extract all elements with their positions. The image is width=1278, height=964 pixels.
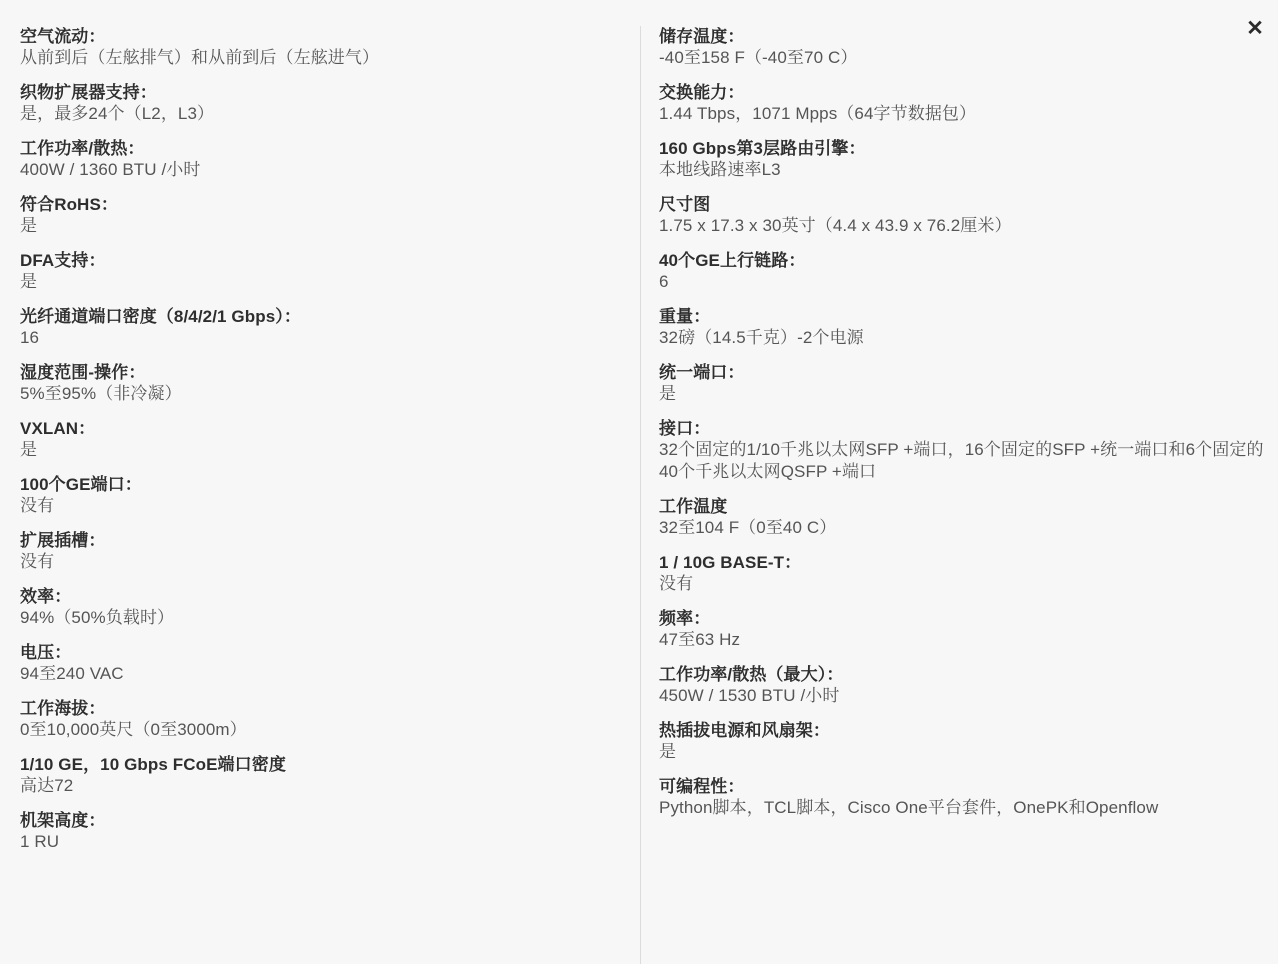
spec-item (20, 250, 610, 293)
spec-label: 工作温度 (659, 497, 728, 516)
spec-item (20, 586, 610, 629)
spec-item (20, 418, 610, 461)
spec-item (20, 194, 610, 237)
spec-value: 0至10,000英尺（0至3000m） (20, 720, 247, 739)
spec-label: 100个GE端口： (20, 475, 142, 494)
spec-label: 效率： (20, 587, 72, 606)
spec-label: 1/10 GE，10 Gbps FCoE端口密度 (20, 755, 286, 774)
spec-label: 机架高度： (20, 811, 106, 830)
spec-value: 没有 (20, 496, 55, 515)
spec-value: 高达72 (20, 776, 74, 795)
spec-item (20, 306, 610, 349)
spec-value: 32个固定的1/10千兆以太网SFP +端口，16个固定的SFP +统一端口和6个固定的40个千兆以太网QSFP +端口 (659, 440, 1264, 481)
spec-value: Python脚本，TCL脚本，Cisco One平台套件，OnePK和Openflow (659, 798, 1159, 817)
spec-label: 交换能力： (659, 83, 745, 102)
spec-value: 1.75 x 17.3 x 30英寸（4.4 x 43.9 x 76.2厘米） (659, 216, 1012, 235)
spec-item (20, 754, 610, 797)
spec-label: 电压： (20, 643, 72, 662)
spec-value: -40至158 F（-40至70 C） (659, 48, 858, 67)
spec-label: 工作功率/散热： (20, 139, 145, 158)
spec-label: 频率： (659, 609, 711, 628)
spec-value: 没有 (20, 552, 55, 571)
spec-value: 32磅（14.5千克）-2个电源 (659, 328, 864, 347)
spec-item (20, 362, 610, 405)
spec-label: DFA支持： (20, 251, 106, 270)
spec-value: 是，最多24个（L2，L3） (20, 104, 215, 123)
spec-label: 湿度范围-操作： (20, 363, 146, 382)
spec-value: 400W / 1360 BTU /小时 (20, 160, 201, 179)
spec-item (659, 250, 1266, 293)
spec-label: 储存温度： (659, 27, 745, 46)
spec-item (20, 530, 610, 573)
spec-item (659, 776, 1266, 819)
spec-label: 工作功率/散热（最大）： (659, 665, 844, 684)
spec-value: 94%（50%负载时） (20, 608, 175, 627)
spec-value: 6 (659, 272, 669, 291)
spec-value: 是 (20, 272, 38, 291)
spec-value: 5%至95%（非冷凝） (20, 384, 182, 403)
spec-value: 是 (659, 384, 677, 403)
spec-item (659, 362, 1266, 405)
spec-item (659, 26, 1266, 69)
spec-value: 47至63 Hz (659, 630, 741, 649)
spec-label: 空气流动： (20, 27, 106, 46)
spec-value: 是 (20, 216, 38, 235)
spec-label: 热插拔电源和风扇架： (659, 721, 830, 740)
spec-label: 符合RoHS： (20, 195, 118, 214)
spec-value: 本地线路速率L3 (659, 160, 781, 179)
spec-item (20, 82, 610, 125)
spec-label: 重量： (659, 307, 711, 326)
spec-item (20, 642, 610, 685)
spec-label: 1 / 10G BASE-T： (659, 553, 802, 572)
spec-item (659, 664, 1266, 707)
spec-value: 94至240 VAC (20, 664, 124, 683)
spec-column-right (640, 26, 1278, 964)
spec-item (659, 608, 1266, 651)
spec-item (20, 474, 610, 517)
close-icon[interactable]: ✕ (1246, 17, 1264, 40)
spec-label: 光纤通道端口密度（8/4/2/1 Gbps）： (20, 307, 301, 326)
spec-label: 尺寸图 (659, 195, 711, 214)
spec-item (20, 810, 610, 853)
spec-item (659, 194, 1266, 237)
spec-item (659, 138, 1266, 181)
spec-value: 450W / 1530 BTU /小时 (659, 686, 840, 705)
spec-value: 从前到后（左舷排气）和从前到后（左舷进气） (20, 48, 380, 67)
spec-item (20, 26, 610, 69)
spec-item (659, 720, 1266, 763)
spec-label: 织物扩展器支持： (20, 83, 157, 102)
spec-value: 16 (20, 328, 40, 347)
spec-column-left (0, 26, 640, 964)
spec-item (659, 552, 1266, 595)
spec-label: 工作海拔： (20, 699, 106, 718)
spec-item (659, 306, 1266, 349)
spec-item (659, 82, 1266, 125)
spec-item (659, 496, 1266, 539)
spec-label: 160 Gbps第3层路由引擎： (659, 139, 866, 158)
spec-label: 40个GE上行链路： (659, 251, 806, 270)
spec-label: 接口： (659, 419, 711, 438)
spec-value: 32至104 F（0至40 C） (659, 518, 837, 537)
spec-item (659, 418, 1266, 483)
spec-value: 1 RU (20, 832, 60, 851)
spec-item (20, 138, 610, 181)
spec-value: 没有 (659, 574, 694, 593)
spec-label: 可编程性： (659, 777, 745, 796)
spec-label: VXLAN： (20, 419, 96, 438)
spec-value: 是 (659, 742, 677, 761)
spec-item (20, 698, 610, 741)
spec-value: 是 (20, 440, 38, 459)
spec-label: 统一端口： (659, 363, 745, 382)
spec-label: 扩展插槽： (20, 531, 106, 550)
spec-value: 1.44 Tbps，1071 Mpps（64字节数据包） (659, 104, 977, 123)
